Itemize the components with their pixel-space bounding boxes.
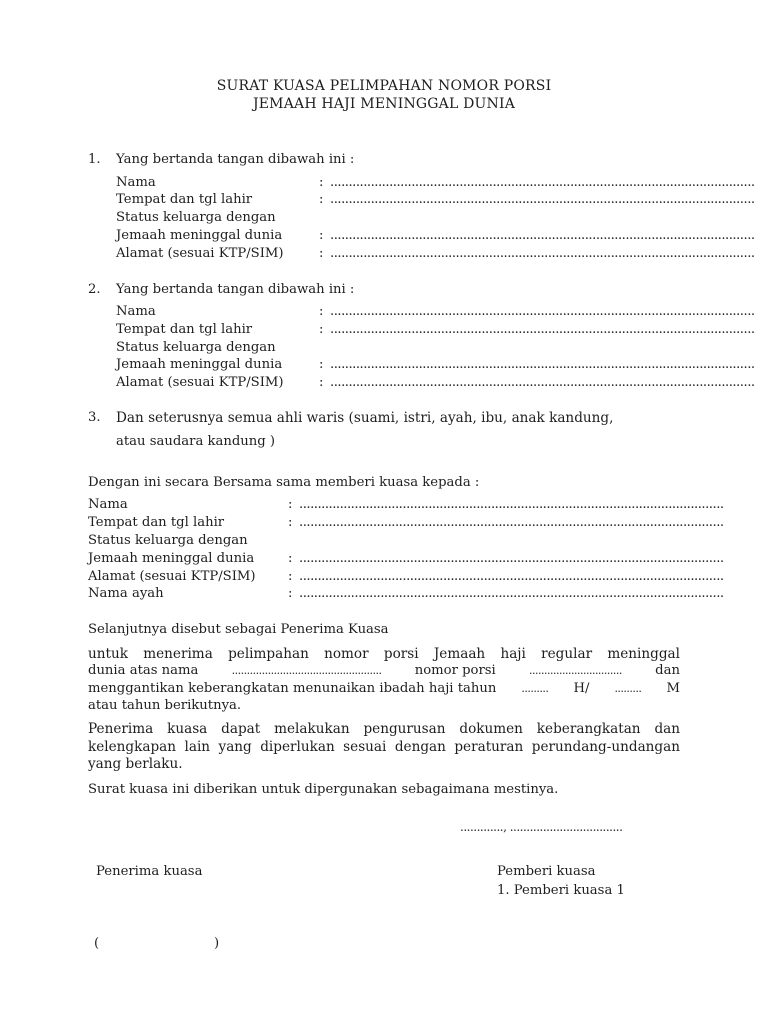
r-colon: : bbox=[288, 515, 293, 530]
r-field-status[interactable]: ................................................................................................................... bbox=[299, 551, 724, 566]
tahun-hijriah-field[interactable]: ......... bbox=[521, 682, 549, 695]
nomor-porsi-field[interactable]: ............................... bbox=[529, 664, 622, 677]
p1-line2 bbox=[88, 663, 680, 678]
s2-colon: : bbox=[319, 322, 324, 337]
pemberi-kuasa-item-1: 1. Pemberi kuasa 1 bbox=[497, 883, 625, 898]
nama-jemaah-field[interactable]: .................................................. bbox=[231, 664, 382, 677]
r-colon: : bbox=[288, 586, 293, 601]
r-label-status: Status keluarga dengan bbox=[88, 533, 248, 548]
r-label-nama: Nama bbox=[88, 497, 128, 512]
p1-line3 bbox=[88, 681, 680, 696]
s2-field-ttl[interactable]: ................................................................................................................... bbox=[330, 322, 755, 337]
p1-m: M bbox=[666, 681, 680, 696]
p1-nomor-porsi: nomor porsi bbox=[414, 663, 496, 678]
section3-line1: Dan seterusnya semua ahli waris (suami, istri, ayah, ibu, anak kandung, bbox=[116, 410, 614, 426]
s1-label-jemaah: Jemaah meninggal dunia bbox=[116, 228, 283, 243]
document-title-line1: SURAT KUASA PELIMPAHAN NOMOR PORSI bbox=[216, 78, 552, 94]
s1-label-status: Status keluarga dengan bbox=[116, 210, 276, 225]
section2-heading: Yang bertanda tangan dibawah ini : bbox=[116, 282, 355, 297]
s2-label-status: Status keluarga dengan bbox=[116, 340, 276, 355]
s1-field-alamat[interactable]: ................................................................................................................... bbox=[330, 246, 755, 261]
s1-colon: : bbox=[319, 175, 324, 190]
s1-label-alamat: Alamat (sesuai KTP/SIM) bbox=[116, 246, 284, 261]
signature-bracket-close: ) bbox=[214, 936, 220, 951]
paragraph-3: Surat kuasa ini diberikan untuk dipergunakan sebagaimana mestinya. bbox=[88, 782, 559, 797]
r-field-ayah[interactable]: ................................................................................................................... bbox=[299, 586, 724, 601]
s2-label-ttl: Tempat dan tgl lahir bbox=[116, 322, 253, 337]
s2-label-nama: Nama bbox=[116, 304, 156, 319]
s1-field-ttl[interactable]: ................................................................................................................... bbox=[330, 192, 755, 207]
r-field-ttl[interactable]: ................................................................................................................... bbox=[299, 515, 724, 530]
s2-label-jemaah: Jemaah meninggal dunia bbox=[116, 357, 283, 372]
r-label-ttl: Tempat dan tgl lahir bbox=[88, 515, 225, 530]
r-colon: : bbox=[288, 569, 293, 584]
signature-bracket-open: ( bbox=[94, 936, 100, 951]
section1-number: 1. bbox=[88, 152, 101, 167]
s2-field-nama[interactable]: ................................................................................................................... bbox=[330, 304, 755, 319]
disebut-line: Selanjutnya disebut sebagai Penerima Kuasa bbox=[88, 622, 389, 637]
p1-line1: untuk menerima pelimpahan nomor porsi Jemaah haji regular meninggal bbox=[88, 646, 680, 662]
s1-label-nama: Nama bbox=[116, 175, 156, 190]
s2-colon: : bbox=[319, 357, 324, 372]
paragraph-2: Penerima kuasa dapat melakukan pengurusan dokumen keberangkatan dan kelengkapan lain yang diperlukan sesuai dengan peraturan perundang-undangan yang berlaku. bbox=[88, 721, 680, 772]
s2-colon: : bbox=[319, 375, 324, 390]
penerima-kuasa-label: Penerima kuasa bbox=[96, 864, 203, 879]
s1-colon: : bbox=[319, 246, 324, 261]
r-label-jemaah: Jemaah meninggal dunia bbox=[88, 551, 255, 566]
p1-dan: dan bbox=[655, 663, 680, 678]
s1-colon: : bbox=[319, 192, 324, 207]
document-title-line2: JEMAAH HAJI MENINGGAL DUNIA bbox=[252, 96, 516, 112]
pemberi-kuasa-label: Pemberi kuasa bbox=[497, 864, 596, 879]
p1-atas-nama: dunia atas nama bbox=[88, 663, 199, 678]
section3-number: 3. bbox=[88, 410, 101, 425]
s1-colon: : bbox=[319, 228, 324, 243]
recipient-intro: Dengan ini secara Bersama sama memberi kuasa kepada : bbox=[88, 475, 480, 490]
place-date-field[interactable]: ............., .................................. bbox=[460, 820, 623, 834]
s2-field-alamat[interactable]: ................................................................................................................... bbox=[330, 375, 755, 390]
s1-field-status[interactable]: ................................................................................................................... bbox=[330, 228, 755, 243]
r-label-ayah: Nama ayah bbox=[88, 586, 164, 601]
tahun-masehi-field[interactable]: ......... bbox=[614, 682, 642, 695]
r-colon: : bbox=[288, 551, 293, 566]
section1-heading: Yang bertanda tangan dibawah ini : bbox=[116, 152, 355, 167]
section3-line2: atau saudara kandung ) bbox=[116, 434, 276, 449]
s2-label-alamat: Alamat (sesuai KTP/SIM) bbox=[116, 375, 284, 390]
r-field-nama[interactable]: ................................................................................................................... bbox=[299, 497, 724, 512]
p1-line4: atau tahun berikutnya. bbox=[88, 698, 242, 713]
p1-h: H/ bbox=[573, 681, 590, 696]
s1-label-ttl: Tempat dan tgl lahir bbox=[116, 192, 253, 207]
s2-field-status[interactable]: ................................................................................................................... bbox=[330, 357, 755, 372]
p1-menggantikan: menggantikan keberangkatan menunaikan ibadah haji tahun bbox=[88, 681, 497, 696]
r-colon: : bbox=[288, 497, 293, 512]
r-field-alamat[interactable]: ................................................................................................................... bbox=[299, 569, 724, 584]
r-label-alamat: Alamat (sesuai KTP/SIM) bbox=[88, 569, 256, 584]
s1-field-nama[interactable]: ................................................................................................................... bbox=[330, 175, 755, 190]
s2-colon: : bbox=[319, 304, 324, 319]
section2-number: 2. bbox=[88, 282, 101, 297]
